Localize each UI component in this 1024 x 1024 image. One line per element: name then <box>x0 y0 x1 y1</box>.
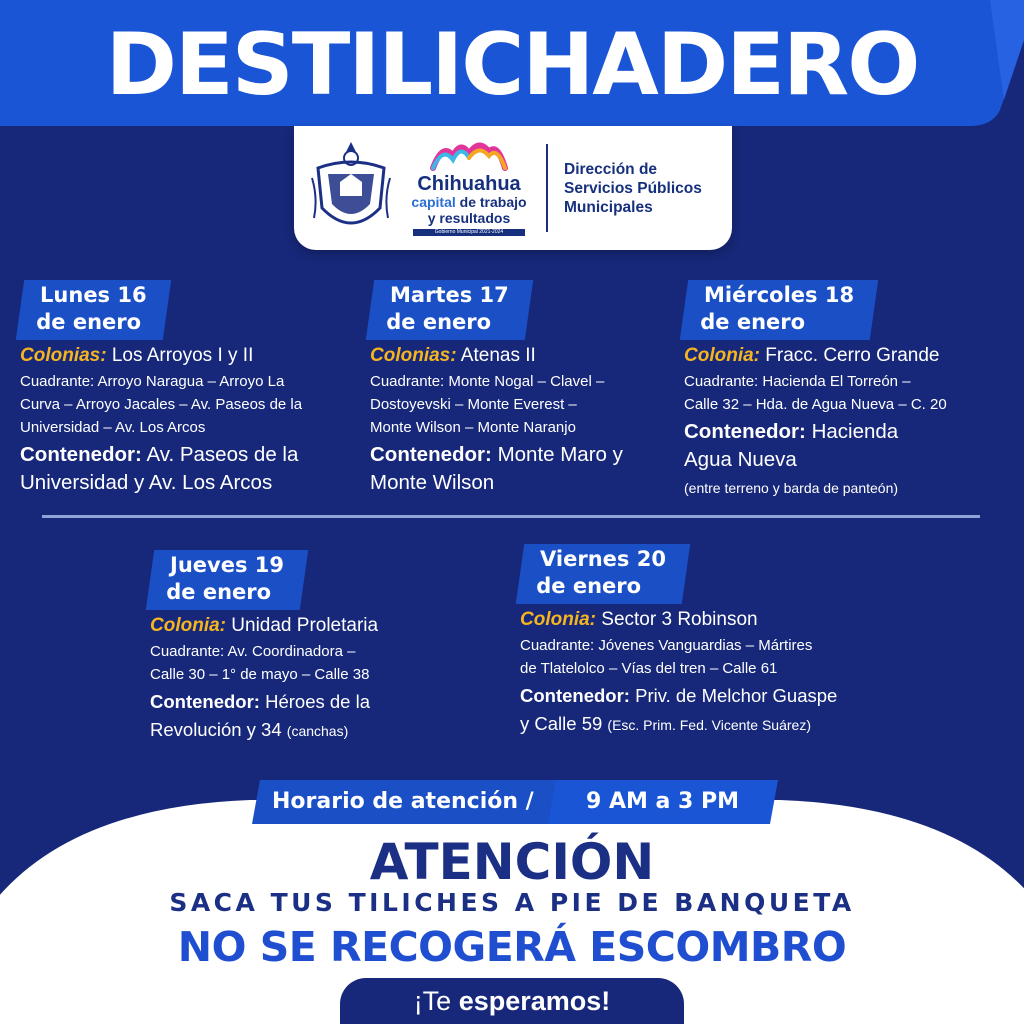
colonia-line <box>150 612 490 640</box>
contenedor-line-2 <box>150 716 490 745</box>
colonia-value: Los Arroyos I y II <box>111 345 254 366</box>
contenedor-label: Contenedor: <box>20 443 142 466</box>
cuadrante-line: Cuadrante: Av. Coordinadora – <box>150 643 356 660</box>
footer-prefix: ¡Te <box>413 986 452 1016</box>
contenedor-label: Contenedor: <box>684 420 806 443</box>
contenedor-value: Monte Wilson <box>370 471 495 494</box>
day-month: de enero <box>36 310 142 334</box>
department-name <box>564 160 724 217</box>
day-date: Miércoles 18 <box>704 283 855 307</box>
brand-slogan-1 <box>402 194 536 210</box>
day-month: de enero <box>536 574 642 598</box>
cuadrante-line: Cuadrante: Monte Nogal – Clavel – <box>370 373 605 390</box>
day-block-miercoles <box>684 280 1014 498</box>
cuadrante-line: Cuadrante: Jóvenes Vanguardias – Mártires <box>520 637 813 654</box>
footer-strong: esperamos! <box>458 986 611 1016</box>
contenedor-line <box>684 418 1014 446</box>
day-date: Viernes 20 <box>540 547 666 571</box>
contenedor-line-2 <box>520 710 1000 739</box>
notice-heading: ATENCIÓN <box>369 833 655 891</box>
colonia-value: Atenas II <box>460 345 536 366</box>
cuadrante-line: Cuadrante: Hacienda El Torreón – <box>684 373 911 390</box>
cuadrante-line: Calle 30 – 1° de mayo – Calle 38 <box>150 666 370 683</box>
day-block-viernes <box>520 544 1000 739</box>
contenedor-line <box>20 441 360 469</box>
day-date: Jueves 19 <box>170 553 285 577</box>
contenedor-value: Héroes de la <box>265 691 371 712</box>
colonia-line <box>370 342 690 370</box>
colonia-value: Unidad Proletaria <box>231 615 379 636</box>
contenedor-value: Universidad y Av. Los Arcos <box>20 471 273 494</box>
contenedor-label: Contenedor: <box>370 443 492 466</box>
contenedor-note: (entre terreno y barda de panteón) <box>684 480 899 496</box>
colonia-label: Colonia: <box>520 609 596 630</box>
contenedor-value: Priv. de Melchor Guaspe <box>635 685 838 706</box>
hours-time: 9 AM a 3 PM <box>586 789 740 814</box>
cuadrante-line: Monte Wilson – Monte Naranjo <box>370 419 576 436</box>
day-date: Lunes 16 <box>40 283 147 307</box>
coat-of-arms-icon <box>310 138 392 238</box>
notice-line-2: NO SE RECOGERÁ ESCOMBRO <box>177 923 847 971</box>
colonia-value: Fracc. Cerro Grande <box>765 345 940 366</box>
logo-divider <box>546 144 548 232</box>
contenedor-value: y Calle 59 <box>520 713 603 734</box>
cuadrante-line: Curva – Arroyo Jacales – Av. Paseos de la <box>20 396 303 413</box>
cuadrante-line: Calle 32 – Hda. de Agua Nueva – C. 20 <box>684 396 947 413</box>
cuadrante-line: Dostoyevski – Monte Everest – <box>370 396 577 413</box>
brand-mountains-icon <box>429 138 509 172</box>
contenedor-value: Revolución y 34 <box>150 719 282 740</box>
colonia-label: Colonia: <box>684 345 760 366</box>
dept-line-1: Dirección de <box>564 161 658 178</box>
brand-gov: Gobierno Municipal 2021-2024 <box>413 229 525 236</box>
contenedor-line <box>520 682 1000 710</box>
contenedor-label: Contenedor: <box>520 685 630 706</box>
footer-message <box>340 984 684 1018</box>
colonia-label: Colonias: <box>20 345 107 366</box>
colonia-line <box>20 342 360 370</box>
dept-line-2: Servicios Públicos <box>564 180 702 197</box>
day-month: de enero <box>700 310 806 334</box>
cuadrante-line: de Tlatelolco – Vías del tren – Calle 61 <box>520 660 778 677</box>
colonia-label: Colonia: <box>150 615 226 636</box>
brand-capital: capital <box>411 194 456 210</box>
cuadrante-line: Universidad – Av. Los Arcos <box>20 419 206 436</box>
brand-city: Chihuahua <box>417 173 521 195</box>
colonia-line <box>684 342 1014 370</box>
day-tag <box>516 544 690 604</box>
brand-slogan-2: y resultados <box>427 210 511 226</box>
day-block-martes <box>370 280 690 497</box>
day-tag <box>366 280 533 340</box>
divider <box>42 515 980 518</box>
colonia-label: Colonias: <box>370 345 457 366</box>
contenedor-line <box>150 688 490 716</box>
day-block-lunes <box>20 280 360 497</box>
page-title: DESTILICHADERO <box>105 15 919 115</box>
day-month: de enero <box>166 580 272 604</box>
chihuahua-brand-logo <box>402 138 536 238</box>
contenedor-note: (canchas) <box>286 723 349 739</box>
brand-slogan-1b: de trabajo <box>459 194 527 210</box>
notice-line-1: SACA TUS TILICHES A PIE DE BANQUETA <box>169 888 855 917</box>
logo-card <box>294 126 732 250</box>
contenedor-note: (Esc. Prim. Fed. Vicente Suárez) <box>607 717 811 733</box>
colonia-line <box>520 606 1000 634</box>
contenedor-value: Hacienda <box>811 420 899 443</box>
contenedor-label: Contenedor: <box>150 691 260 712</box>
contenedor-line <box>370 441 690 469</box>
day-tag <box>680 280 878 340</box>
day-month: de enero <box>386 310 492 334</box>
contenedor-value: Av. Paseos de la <box>146 443 299 466</box>
day-block-jueves <box>150 550 490 745</box>
dept-line-3: Municipales <box>564 199 653 216</box>
colonia-value: Sector 3 Robinson <box>601 609 758 630</box>
contenedor-value: Monte Maro y <box>497 443 623 466</box>
day-date: Martes 17 <box>390 283 509 307</box>
day-tag <box>146 550 308 610</box>
hours-label: Horario de atención / <box>272 789 534 814</box>
contenedor-value: Agua Nueva <box>684 448 797 471</box>
day-tag <box>16 280 171 340</box>
cuadrante-line: Cuadrante: Arroyo Naragua – Arroyo La <box>20 373 285 390</box>
